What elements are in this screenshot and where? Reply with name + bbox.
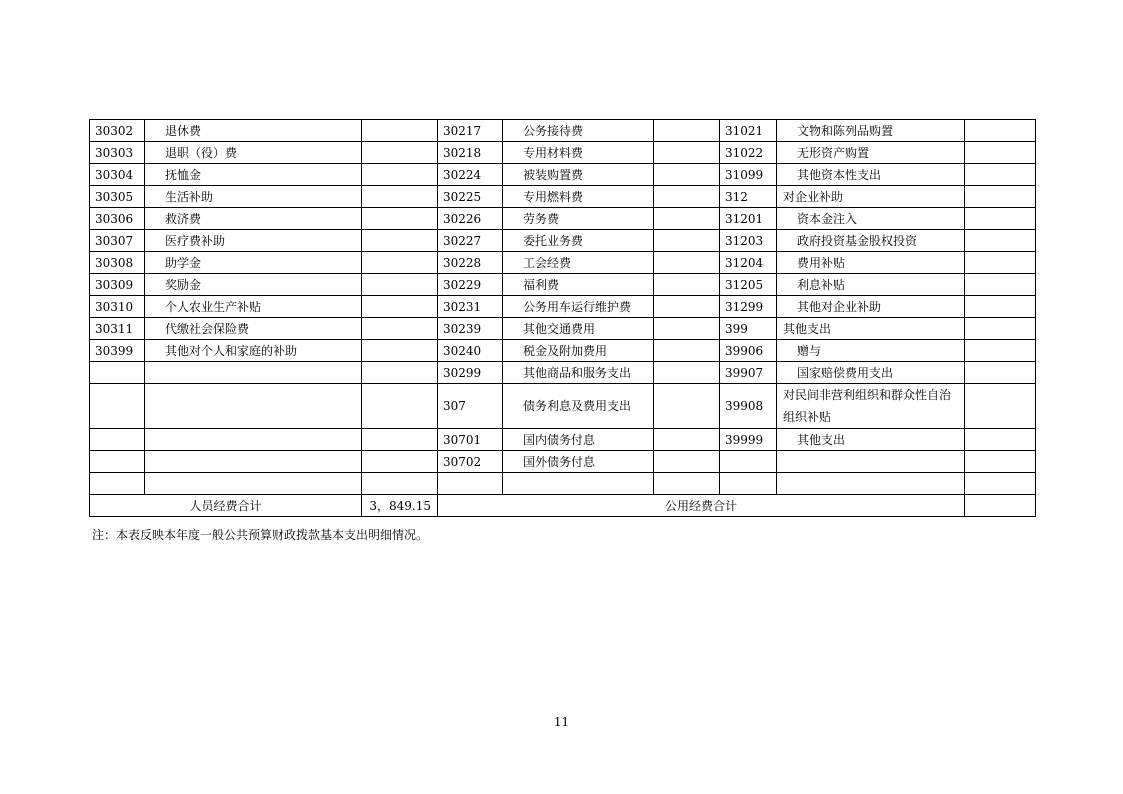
account-code-cell <box>720 451 777 473</box>
table-row <box>90 186 1036 208</box>
account-code-cell: 30224 <box>438 164 503 186</box>
account-name-cell: 赠与 <box>777 340 965 362</box>
account-code-cell: 30217 <box>438 120 503 142</box>
account-name-cell: 对民间非营利组织和群众性自治组织补贴 <box>777 384 965 429</box>
table-row <box>90 252 1036 274</box>
account-code-cell: 31021 <box>720 120 777 142</box>
amount-cell <box>362 120 438 142</box>
account-code-cell: 312 <box>720 186 777 208</box>
totals-row <box>90 495 1036 517</box>
account-code-cell <box>90 473 145 495</box>
amount-cell <box>654 274 720 296</box>
account-name-cell: 无形资产购置 <box>777 142 965 164</box>
account-code-cell: 30218 <box>438 142 503 164</box>
amount-cell <box>654 252 720 274</box>
amount-cell <box>654 473 720 495</box>
amount-cell <box>362 362 438 384</box>
account-code-cell: 30229 <box>438 274 503 296</box>
amount-cell <box>362 208 438 230</box>
account-name-cell: 医疗费补助 <box>145 230 362 252</box>
account-name-cell: 文物和陈列品购置 <box>777 120 965 142</box>
account-name-cell: 公务用车运行维护费 <box>503 296 654 318</box>
amount-cell <box>965 164 1036 186</box>
account-code-cell: 39908 <box>720 384 777 429</box>
amount-cell <box>965 384 1036 429</box>
account-code-cell: 30231 <box>438 296 503 318</box>
account-code-cell: 30240 <box>438 340 503 362</box>
table-row <box>90 362 1036 384</box>
account-code-cell: 30306 <box>90 208 145 230</box>
account-code-cell: 30701 <box>438 429 503 451</box>
account-code-cell: 31205 <box>720 274 777 296</box>
account-code-cell: 39906 <box>720 340 777 362</box>
account-code-cell: 31203 <box>720 230 777 252</box>
account-name-cell: 税金及附加费用 <box>503 340 654 362</box>
account-name-cell: 代缴社会保险费 <box>145 318 362 340</box>
account-code-cell: 30302 <box>90 120 145 142</box>
amount-cell <box>362 164 438 186</box>
account-code-cell: 30702 <box>438 451 503 473</box>
amount-cell <box>362 429 438 451</box>
amount-cell <box>965 340 1036 362</box>
amount-cell <box>362 230 438 252</box>
amount-cell <box>362 252 438 274</box>
table-row <box>90 120 1036 142</box>
account-name-cell: 其他交通费用 <box>503 318 654 340</box>
personnel-total-label: 人员经费合计 <box>90 495 362 517</box>
account-name-cell: 国内债务付息 <box>503 429 654 451</box>
account-name-cell: 福利费 <box>503 274 654 296</box>
table-body <box>90 120 1036 495</box>
amount-cell <box>654 120 720 142</box>
account-code-cell: 31099 <box>720 164 777 186</box>
account-name-cell <box>503 473 654 495</box>
account-name-cell <box>145 473 362 495</box>
account-code-cell: 31204 <box>720 252 777 274</box>
account-code-cell: 30308 <box>90 252 145 274</box>
account-code-cell: 30311 <box>90 318 145 340</box>
amount-cell <box>654 318 720 340</box>
amount-cell <box>362 186 438 208</box>
table-row <box>90 384 1036 429</box>
account-code-cell: 30227 <box>438 230 503 252</box>
amount-cell <box>965 186 1036 208</box>
account-code-cell <box>720 473 777 495</box>
amount-cell <box>654 340 720 362</box>
account-code-cell: 30309 <box>90 274 145 296</box>
amount-cell <box>965 362 1036 384</box>
account-name-cell: 劳务费 <box>503 208 654 230</box>
table-row <box>90 318 1036 340</box>
amount-cell <box>362 340 438 362</box>
account-name-cell <box>145 362 362 384</box>
table-row <box>90 296 1036 318</box>
amount-cell <box>362 296 438 318</box>
account-name-cell: 公务接待费 <box>503 120 654 142</box>
amount-cell <box>362 473 438 495</box>
account-name-cell: 国外债务付息 <box>503 451 654 473</box>
account-name-cell: 奖励金 <box>145 274 362 296</box>
account-code-cell: 307 <box>438 384 503 429</box>
account-name-cell: 退职（役）费 <box>145 142 362 164</box>
account-code-cell: 30307 <box>90 230 145 252</box>
account-code-cell: 31201 <box>720 208 777 230</box>
account-name-cell: 对企业补助 <box>777 186 965 208</box>
account-name-cell: 费用补贴 <box>777 252 965 274</box>
account-code-cell: 30304 <box>90 164 145 186</box>
table-row <box>90 274 1036 296</box>
account-code-cell <box>438 473 503 495</box>
page-number: 11 <box>553 715 570 729</box>
table-row <box>90 473 1036 495</box>
account-name-cell: 被装购置费 <box>503 164 654 186</box>
account-code-cell: 30299 <box>438 362 503 384</box>
account-name-cell: 其他对个人和家庭的补助 <box>145 340 362 362</box>
account-name-cell <box>145 429 362 451</box>
account-name-cell <box>145 451 362 473</box>
account-code-cell <box>90 429 145 451</box>
public-total-value <box>965 495 1036 517</box>
account-code-cell: 39999 <box>720 429 777 451</box>
table-row <box>90 429 1036 451</box>
account-code-cell: 31299 <box>720 296 777 318</box>
account-code-cell: 30399 <box>90 340 145 362</box>
table-row <box>90 230 1036 252</box>
amount-cell <box>362 274 438 296</box>
amount-cell <box>654 429 720 451</box>
amount-cell <box>654 362 720 384</box>
amount-cell <box>362 318 438 340</box>
table-footnote: 注：本表反映本年度一般公共预算财政拨款基本支出明细情况。 <box>92 528 429 542</box>
account-name-cell <box>145 384 362 429</box>
amount-cell <box>654 208 720 230</box>
account-code-cell: 30310 <box>90 296 145 318</box>
amount-cell <box>965 451 1036 473</box>
account-name-cell: 其他支出 <box>777 318 965 340</box>
account-name-cell <box>777 473 965 495</box>
amount-cell <box>654 451 720 473</box>
amount-cell <box>965 208 1036 230</box>
account-code-cell <box>90 451 145 473</box>
account-name-cell: 委托业务费 <box>503 230 654 252</box>
account-code-cell: 31022 <box>720 142 777 164</box>
account-name-cell: 助学金 <box>145 252 362 274</box>
table-row <box>90 340 1036 362</box>
amount-cell <box>362 384 438 429</box>
personnel-total-value: 3，849.15 <box>362 495 438 517</box>
account-name-cell: 政府投资基金股权投资 <box>777 230 965 252</box>
public-total-label: 公用经费合计 <box>438 495 965 517</box>
account-name-cell: 其他支出 <box>777 429 965 451</box>
account-code-cell: 30303 <box>90 142 145 164</box>
table-row <box>90 208 1036 230</box>
account-name-cell: 其他对企业补助 <box>777 296 965 318</box>
account-name-cell: 抚恤金 <box>145 164 362 186</box>
amount-cell <box>654 384 720 429</box>
amount-cell <box>654 186 720 208</box>
account-name-cell <box>777 451 965 473</box>
account-name-cell: 救济费 <box>145 208 362 230</box>
amount-cell <box>654 164 720 186</box>
amount-cell <box>965 230 1036 252</box>
account-name-cell: 退休费 <box>145 120 362 142</box>
account-name-cell: 资本金注入 <box>777 208 965 230</box>
amount-cell <box>654 230 720 252</box>
amount-cell <box>362 142 438 164</box>
account-code-cell: 399 <box>720 318 777 340</box>
amount-cell <box>965 252 1036 274</box>
account-name-cell: 其他商品和服务支出 <box>503 362 654 384</box>
account-name-cell: 专用材料费 <box>503 142 654 164</box>
table-row <box>90 451 1036 473</box>
amount-cell <box>965 318 1036 340</box>
amount-cell <box>965 473 1036 495</box>
account-name-cell: 国家赔偿费用支出 <box>777 362 965 384</box>
amount-cell <box>654 296 720 318</box>
account-name-cell: 个人农业生产补贴 <box>145 296 362 318</box>
amount-cell <box>965 142 1036 164</box>
account-code-cell: 30228 <box>438 252 503 274</box>
amount-cell <box>965 429 1036 451</box>
table-row <box>90 142 1036 164</box>
amount-cell <box>965 120 1036 142</box>
table-row <box>90 164 1036 186</box>
account-code-cell: 39907 <box>720 362 777 384</box>
account-code-cell: 30226 <box>438 208 503 230</box>
expenditure-detail-table <box>89 119 1036 517</box>
amount-cell <box>965 274 1036 296</box>
amount-cell <box>362 451 438 473</box>
account-code-cell <box>90 362 145 384</box>
account-name-cell: 利息补贴 <box>777 274 965 296</box>
account-name-cell: 债务利息及费用支出 <box>503 384 654 429</box>
account-name-cell: 工会经费 <box>503 252 654 274</box>
account-name-cell: 其他资本性支出 <box>777 164 965 186</box>
account-code-cell: 30225 <box>438 186 503 208</box>
amount-cell <box>654 142 720 164</box>
account-code-cell: 30305 <box>90 186 145 208</box>
account-name-cell: 生活补助 <box>145 186 362 208</box>
account-code-cell <box>90 384 145 429</box>
amount-cell <box>965 296 1036 318</box>
account-code-cell: 30239 <box>438 318 503 340</box>
account-name-cell: 专用燃料费 <box>503 186 654 208</box>
